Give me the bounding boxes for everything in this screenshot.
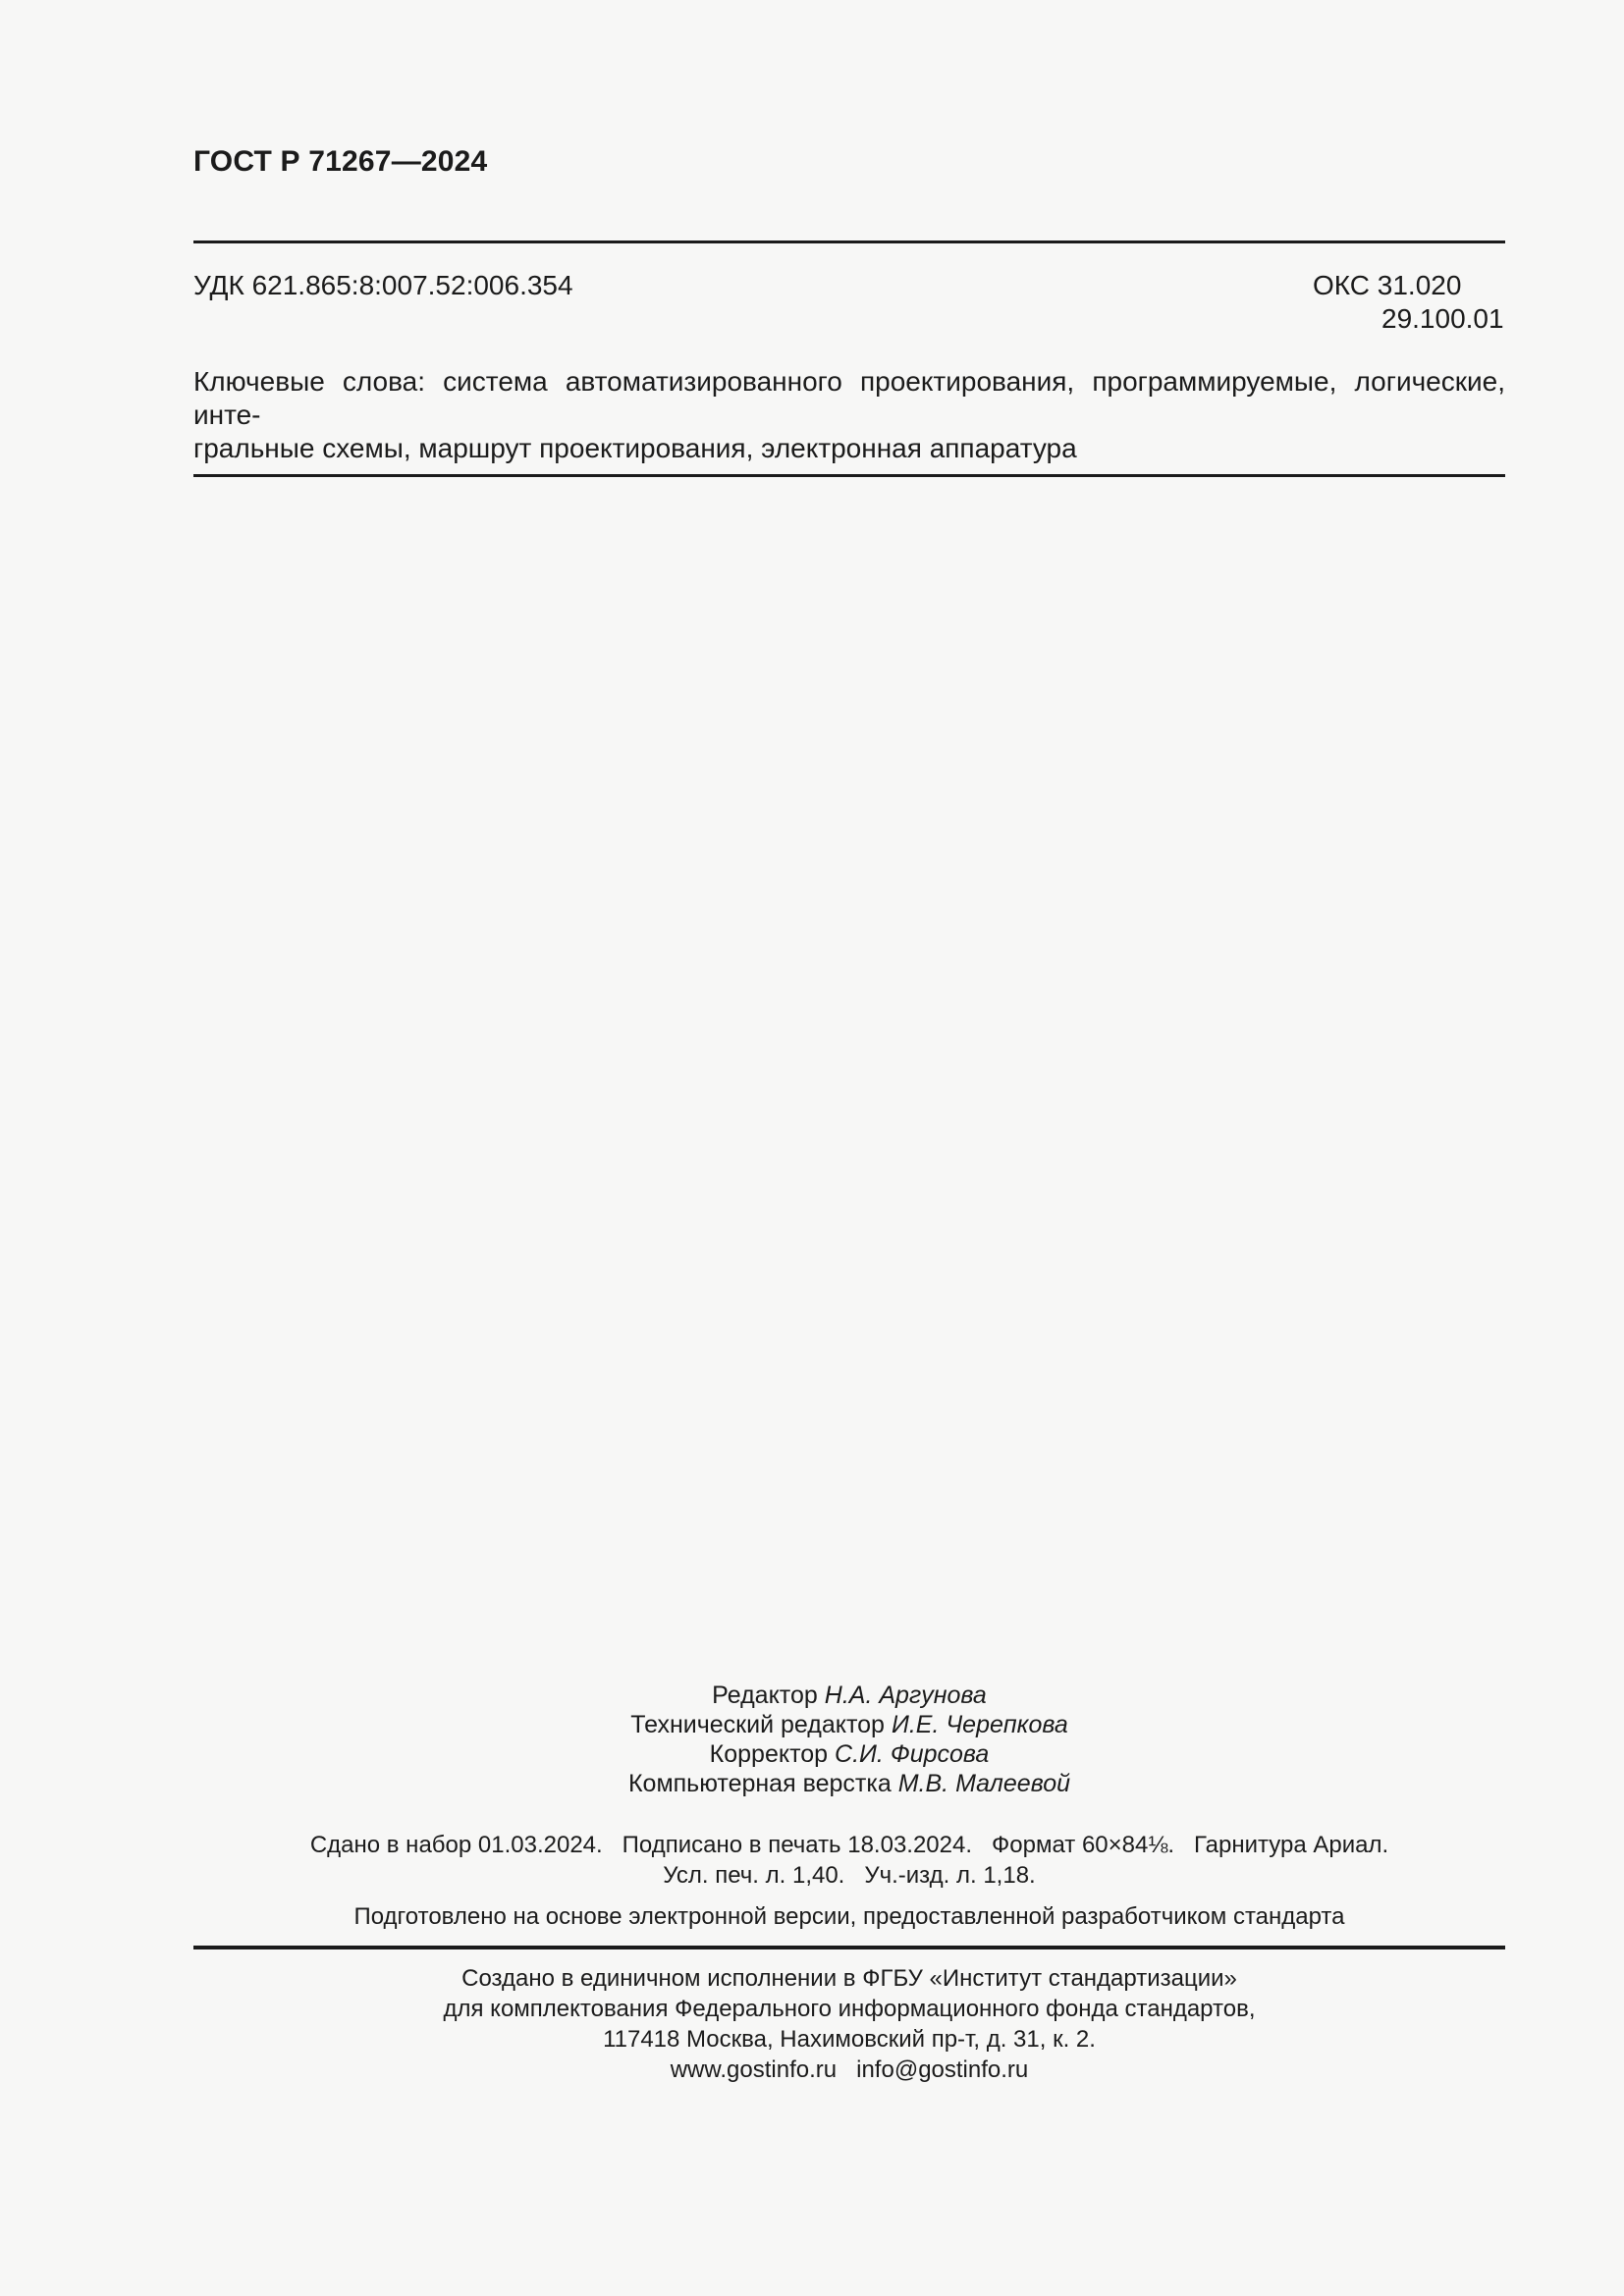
editor-role: Компьютерная верстка (627, 1770, 892, 1797)
editor-role: Технический редактор (630, 1711, 885, 1738)
divider-top (193, 240, 1505, 243)
imprint-line2: Усл. печ. л. 1,40. Уч.-изд. л. 1,18. (663, 1862, 1036, 1889)
prepared-note: Подготовлено на основе электронной версии, предоставленной разработчиком стандарта (353, 1903, 1345, 1930)
editor-line-technical-editor (193, 1710, 1505, 1739)
oks-code-line2: 29.100.01 (1381, 303, 1504, 334)
editor-line-corrector (193, 1739, 1505, 1769)
udc-code: УДК 621.865:8:007.52:006.354 (193, 270, 573, 300)
editor-line-editor (193, 1681, 1505, 1710)
editor-role: Корректор (709, 1740, 829, 1768)
oks-code-line1: ОКС 31.020 (1313, 270, 1462, 300)
publisher-line2: для комплектования Федерального информационного фонда стандартов, (443, 1996, 1256, 2022)
divider-bottom (193, 1946, 1505, 1949)
editor-name: И.Е. Черепкова (891, 1711, 1068, 1738)
editor-role: Редактор (712, 1682, 818, 1709)
publisher-line1: Создано в единичном исполнении в ФГБУ «Институт стандартизации» (461, 1965, 1237, 1992)
divider-keywords (193, 474, 1505, 477)
publisher-address: 117418 Москва, Нахимовский пр-т, д. 31, к. 2. (603, 2026, 1096, 2053)
oks-code-block (1313, 269, 1504, 336)
editors-block (193, 1681, 1505, 1798)
keywords-paragraph (193, 365, 1505, 465)
keywords-line1: Ключевые слова: система автоматизированного проектирования, программируемые, логические, инте- (193, 366, 1505, 430)
publisher-contacts: www.gostinfo.ru info@gostinfo.ru (670, 2056, 1029, 2083)
publisher-block (193, 1963, 1505, 2085)
keywords-line2: гральные схемы, маршрут проектирования, электронная аппаратура (193, 433, 1077, 463)
imprint-line1: Сдано в набор 01.03.2024. Подписано в печать 18.03.2024. Формат 60×84⅛. Гарнитура Ариал. (309, 1832, 1389, 1858)
editor-name: С.И. Фирсова (835, 1740, 990, 1768)
editor-name: Н.А. Аргунова (824, 1682, 987, 1709)
imprint-block (193, 1830, 1505, 1891)
editor-name: М.В. Малеевой (897, 1770, 1071, 1797)
standard-number: ГОСТ Р 71267—2024 (193, 145, 488, 178)
editor-line-layout (193, 1769, 1505, 1798)
